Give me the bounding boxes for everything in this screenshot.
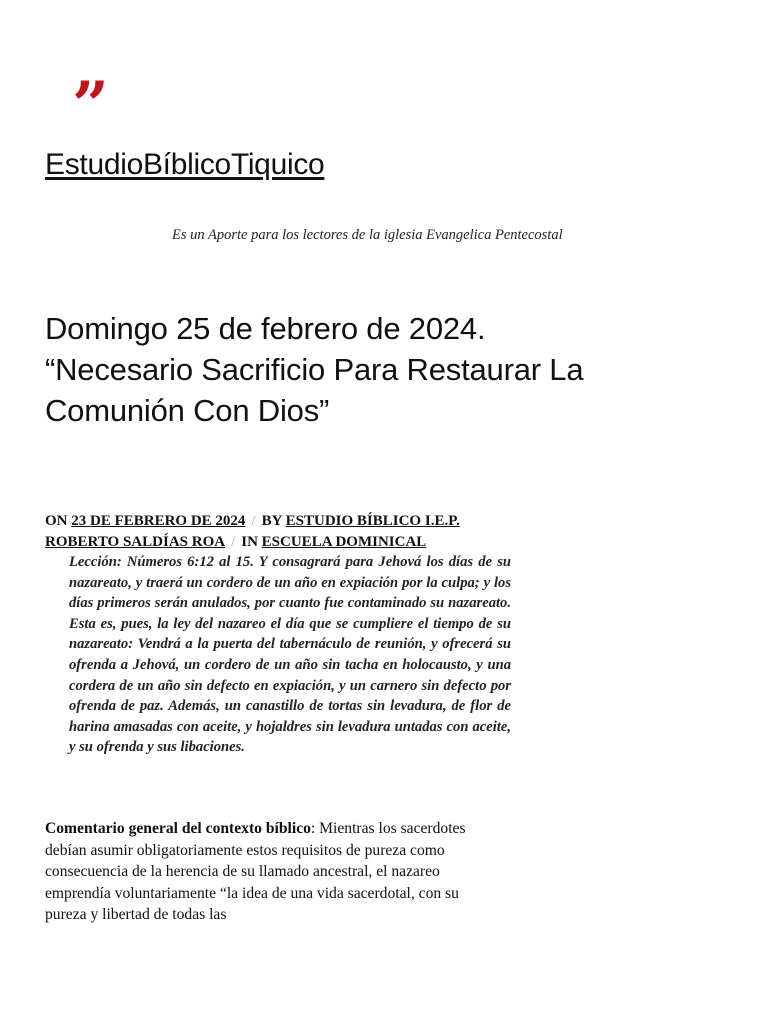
- author-link[interactable]: ESTUDIO BÍBLICO I.E.P. ROBERTO SALDÍAS ROA: [45, 513, 460, 550]
- post-meta: [45, 511, 515, 553]
- meta-in-label: IN: [241, 534, 258, 550]
- meta-by-label: BY: [261, 513, 282, 529]
- quote-icon: ”: [72, 68, 109, 143]
- comment-body: : Mientras los sacerdotes debían asumir obligatoriamente estos requisitos de pureza como consecuencia de la herencia de su llamado ancestral, el nazareo emprendía voluntariamente “la idea de una vida sacerdotal, con su pureza y libertad de todas las: [45, 820, 466, 924]
- meta-on-label: ON: [45, 513, 68, 529]
- comment-heading: Comentario general del contexto bíblico: [45, 820, 311, 837]
- lesson-blockquote: Lección: Números 6:12 al 15. Y consagrará para Jehová los días de su nazareato, y traerá un cordero de un año en expiación por la culpa; y los días primeros serán anulados, por cuanto fue contaminado su nazareato. Esta es, pues, la ley del nazareo el día que se cumpliere el tiempo de su nazareato: Vendrá a la puerta del tabernáculo de reunión, y ofrecerá su ofrenda a Jehová, un cordero de un año sin tacha en holocausto, y una cordera de un año sin defecto en expiación, y un carnero sin defecto por ofrenda de paz. Además, un canastillo de tortas sin levadura, de flor de harina amasadas con aceite, y hojaldres sin levadura untadas con aceite, y su ofrenda y sus libaciones.: [69, 554, 511, 756]
- site-tagline: Es un Aporte para los lectores de la iglesia Evangelica Pentecostal: [172, 227, 563, 243]
- meta-separator: /: [251, 513, 256, 529]
- post-title: Domingo 25 de febrero de 2024. “Necesario Sacrificio Para Restaurar La Comunión Con Dios”: [45, 311, 584, 428]
- category-link[interactable]: ESCUELA DOMINICAL: [261, 534, 427, 550]
- meta-separator: /: [231, 534, 236, 550]
- comment-paragraph: [45, 818, 500, 926]
- post-date-link[interactable]: 23 DE FEBRERO DE 2024: [71, 513, 246, 529]
- site-title-link[interactable]: EstudioBíblicoTiquico: [45, 148, 325, 181]
